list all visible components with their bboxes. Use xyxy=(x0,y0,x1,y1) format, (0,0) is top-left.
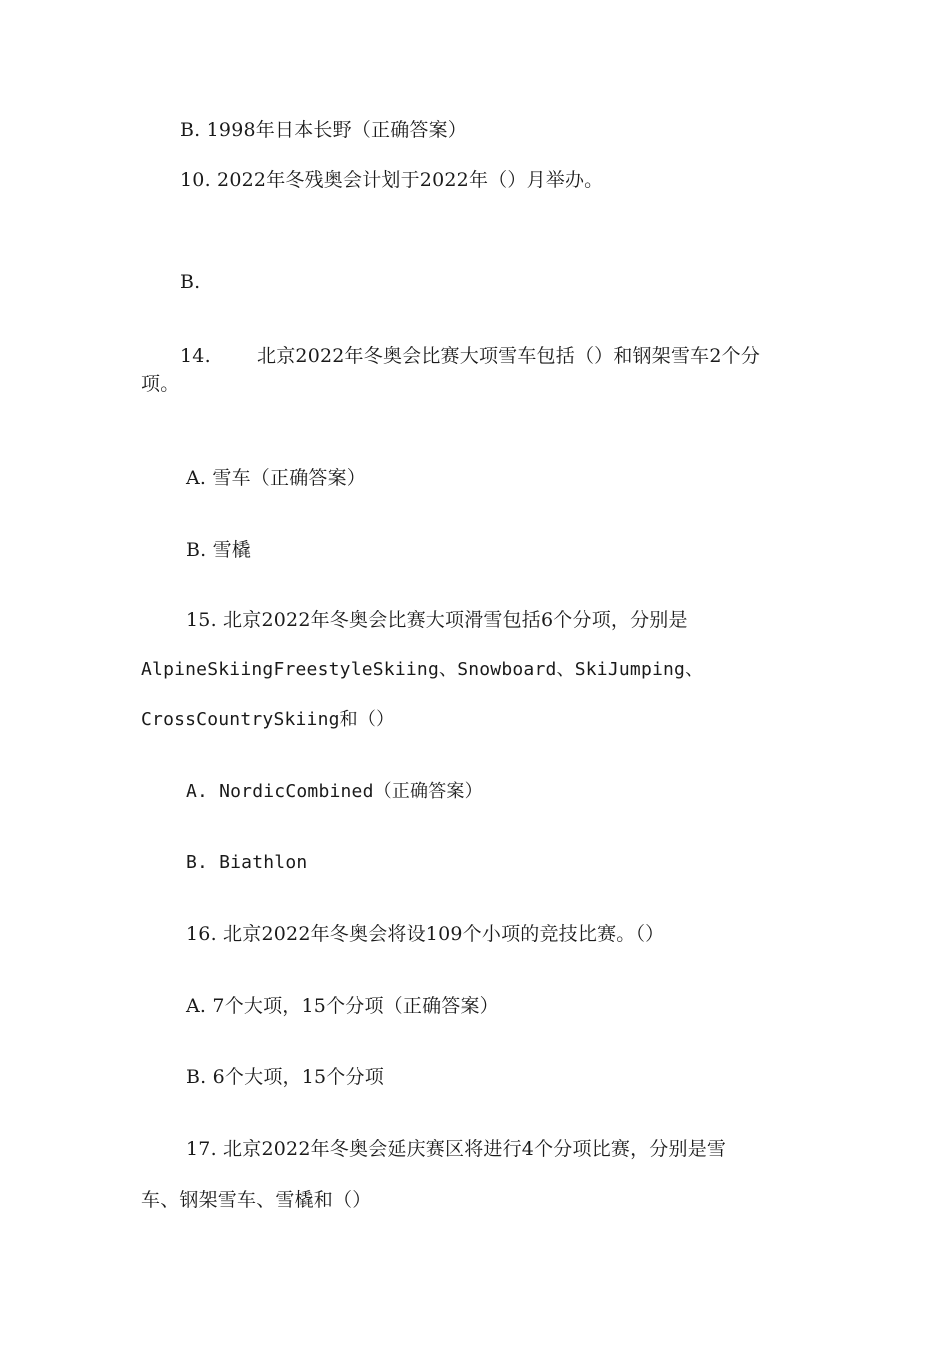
q15-option-b: B. Biathlon xyxy=(186,852,308,873)
q14-option-b: B. 雪橇 xyxy=(186,539,252,561)
q9-option-b: B. 1998年日本长野（正确答案） xyxy=(180,119,467,141)
q14-question: 北京2022年冬奥会比赛大项雪车包括（）和钢架雪车2个分 xyxy=(257,345,761,367)
q16-option-b: B. 6个大项，15个分项 xyxy=(186,1066,384,1088)
q17-question-cont: 车、钢架雪车、雪橇和（） xyxy=(141,1189,372,1211)
q15-question: 15. 北京2022年冬奥会比赛大项滑雪包括6个分项，分别是 xyxy=(186,609,688,631)
q14-question-cont: 项。 xyxy=(141,373,180,395)
q15-question-cont-1: AlpineSkiingFreestyleSkiing、Snowboard、SkiJumping、 xyxy=(141,659,704,680)
q10-option-b: B. xyxy=(180,271,201,293)
q15-option-a: A. NordicCombined（正确答案） xyxy=(186,781,483,802)
q14-number: 14. xyxy=(180,345,211,367)
q10-question: 10. 2022年冬残奥会计划于2022年（）月举办。 xyxy=(180,169,604,191)
q16-question: 16. 北京2022年冬奥会将设109个小项的竞技比赛。（） xyxy=(186,923,665,945)
q16-option-a: A. 7个大项，15个分项（正确答案） xyxy=(186,995,499,1017)
q17-question: 17. 北京2022年冬奥会延庆赛区将进行4个分项比赛，分别是雪 xyxy=(186,1138,727,1160)
q14-option-a: A. 雪车（正确答案） xyxy=(186,467,367,489)
q15-question-cont-2: CrossCountrySkiing和（） xyxy=(141,709,395,730)
